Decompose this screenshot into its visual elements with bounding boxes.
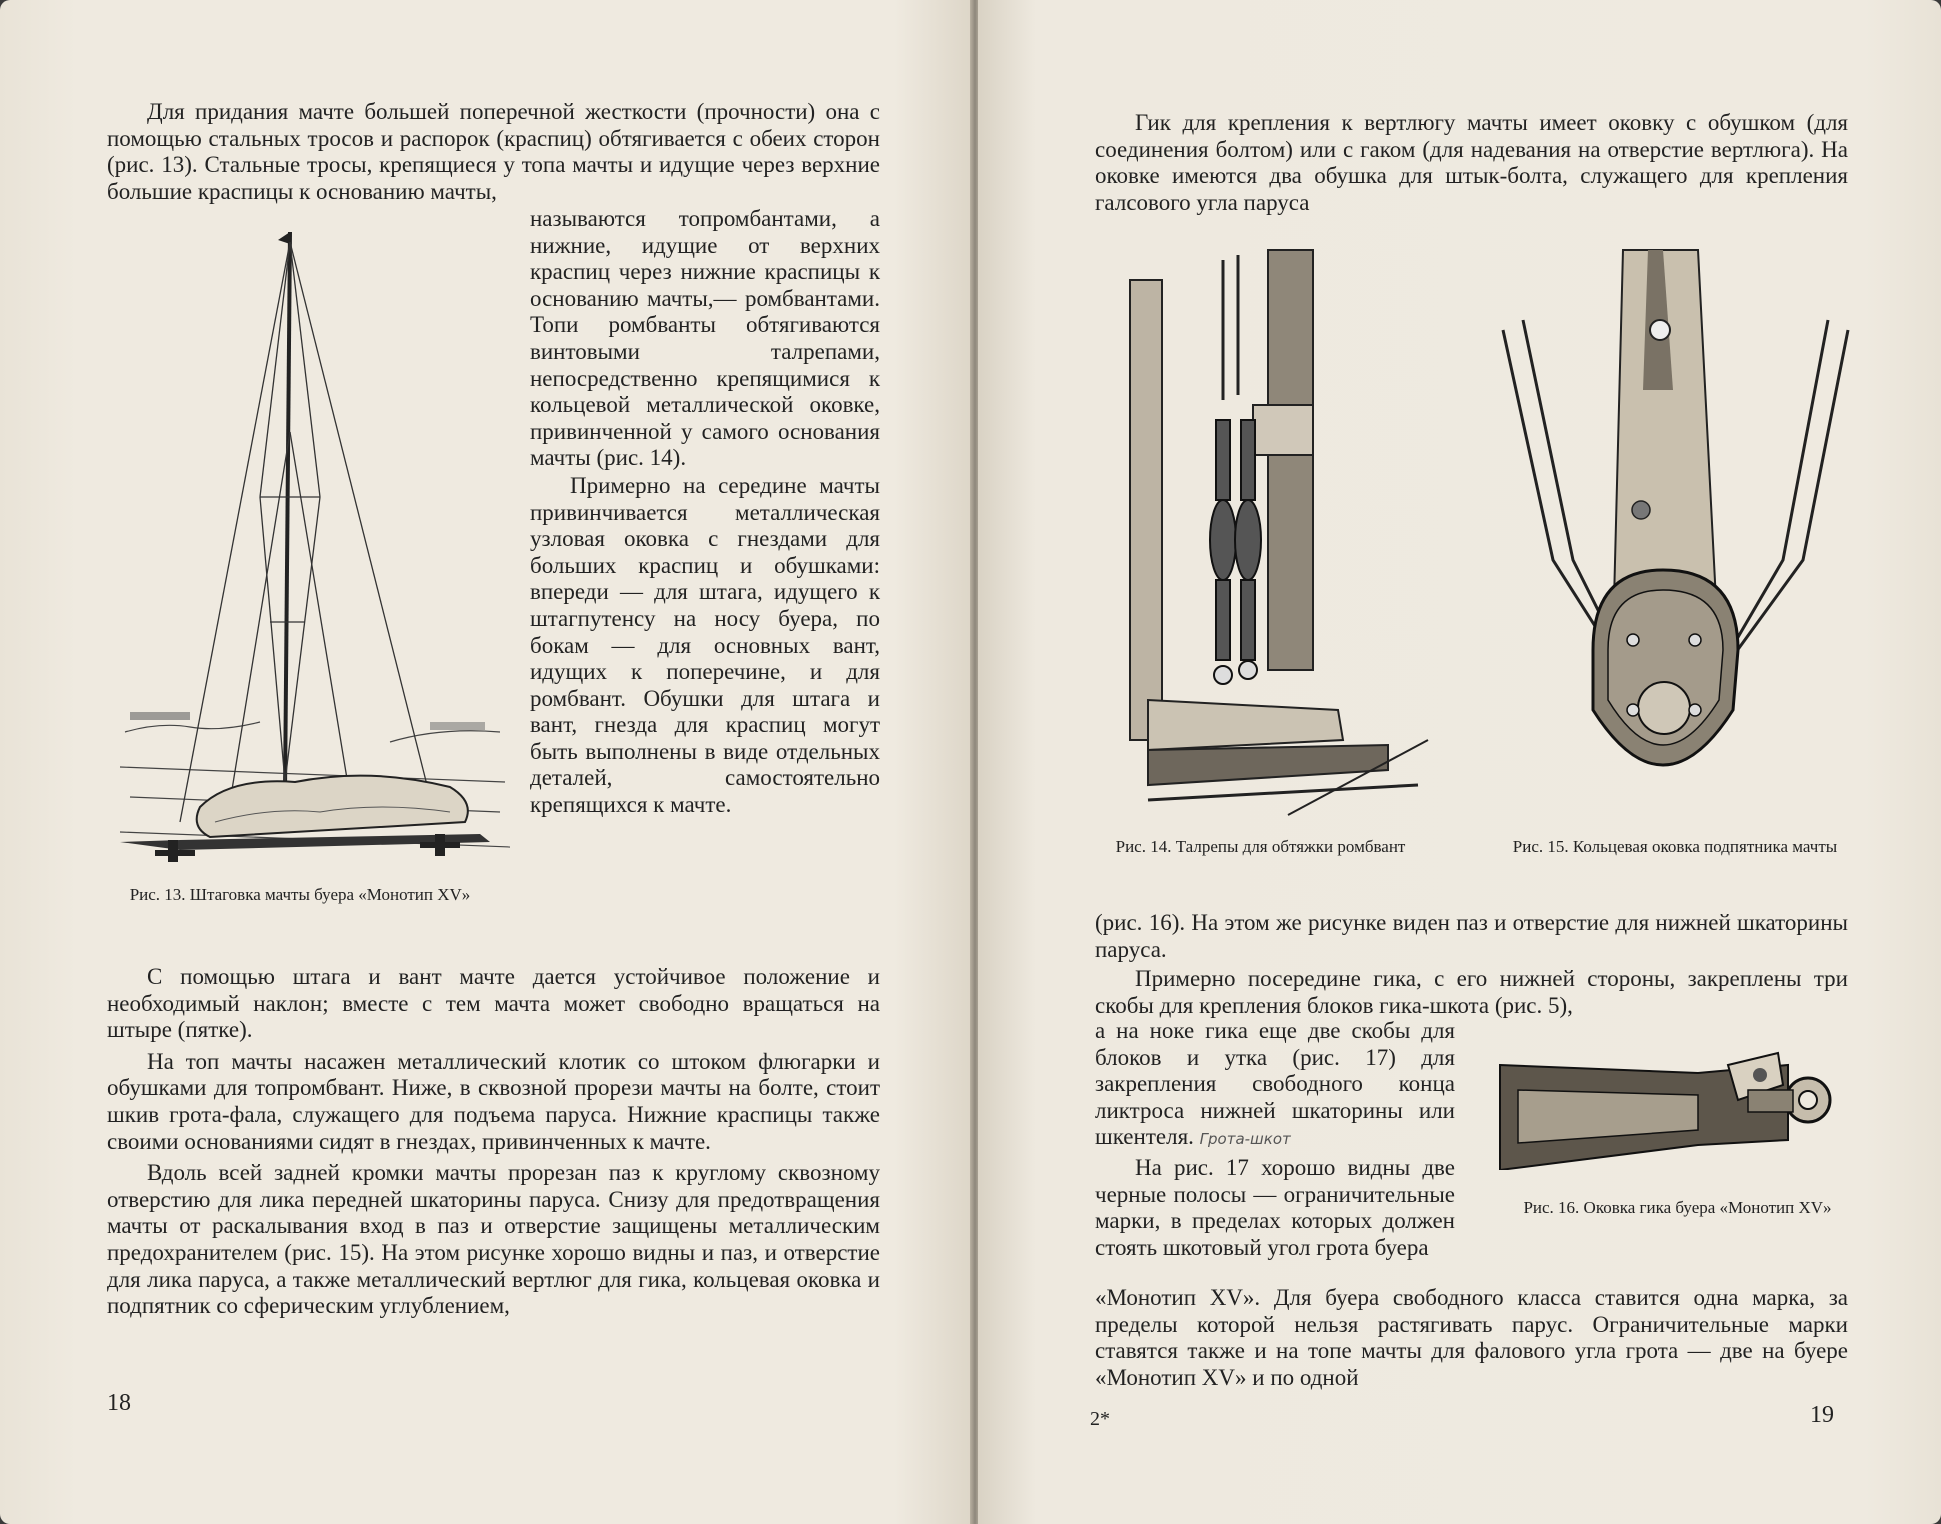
right-wrap-text — [1095, 1018, 1455, 1261]
right-para1-text: Гик для крепления к вертлюгу мачты имеет оковку с обушком (для соединения болтом) или с гаком (для надевания на отверстие вертлюга). На оковке имеются два обушка для штык-болта, служащего для крепления галсового угла паруса — [1095, 110, 1848, 215]
handwritten-note: Грота-шкот — [1199, 1130, 1291, 1149]
right-mid-text — [1095, 910, 1848, 1019]
fig13-ice-yacht-illustration — [120, 222, 510, 872]
signature-mark: 2* — [1090, 1408, 1110, 1430]
left-para2-text: Примерно на середине мачты привинчивается металлическая узловая оковка с гнездами для больших краспиц и обушками: впереди — для штага, идущего к штагпутенсу на носу буера, по бокам — для основных вант, идущих к поперечине, и для ромбвант. Обушки для штага и вант, гнезда для краспиц могут быть выполнены в виде отдельных деталей, самостоятельно крепящихся к мачте. — [530, 472, 880, 818]
left-para1-text: Для придания мачте большей поперечной жесткости (прочности) она с помощью стальных тросов и распорок (краспиц) обтягивается с обеих сторон (рис. 13). Стальные тросы, крепящиеся у топа мачты и идущие через верхние большие краспицы к основанию мачты, — [107, 99, 880, 204]
right-para4-full-text: «Монотип XV». Для буера свободного класса ставится одна марка, за пределы которой нельзя растягивать парус. Ограничительные марки ставятся также и на топе мачты для фалового угла грота — две на буере «Монотип XV» и по одной — [1095, 1285, 1848, 1390]
left-lower-text — [107, 964, 880, 1320]
fig13-caption — [100, 884, 500, 905]
fig13-caption-text: Рис. 13. Штаговка мачты буера «Монотип XV» — [129, 885, 471, 904]
fig15-caption-text: Рис. 15. Кольцевая оковка подпятника мачты — [1512, 837, 1838, 856]
fig16-boom-fitting-illustration — [1498, 1045, 1848, 1170]
right-para3-wrap-text — [1095, 1018, 1455, 1153]
left-page-number: 18 — [107, 1390, 131, 1416]
left-para3-text: С помощью штага и вант мачте дается устойчивое положение и необходимый наклон; вместе с тем мачта может свободно вращаться на штыре (пятке). — [107, 964, 880, 1043]
fig16-caption — [1500, 1197, 1855, 1218]
right-para3-wrap-span: а на ноке гика еще две скобы для блоков и утка (рис. 17) для закрепления свободного конца ликтроса нижней шкаторины или шкентеля. — [1095, 1018, 1455, 1150]
left-para4-text: На топ мачты насажен металлический клотик со штоком флюгарки и обушками для топромбвант. Ниже, в сквозной прорези мачты на болте, стоит шкив грота-фала, служащего для подъема паруса. Нижние краспицы также своими основаниями сидят в гнездах, привинченных к мачте. — [107, 1048, 880, 1154]
left-para1-wrap-text: называются топромбантами, а нижние, идущие от верхних краспиц через нижние краспицы к основанию мачты,— ромбвантами. Топи ромбванты обтягиваются винтовыми талрепами, непосредственно крепящимися к кольцевой металлической оковке, привинченной у самого основания мачты (рис. 14). — [530, 206, 880, 471]
fig14-caption-text: Рис. 14. Талрепы для обтяжки ромбвант — [1115, 837, 1406, 856]
fig15-caption — [1490, 836, 1860, 857]
right-para2-text: (рис. 16). На этом же рисунке виден паз и отверстие для нижней шкаторины паруса. — [1095, 910, 1848, 962]
fig14-caption — [1098, 836, 1423, 857]
left-para5-text: Вдоль всей задней кромки мачты прорезан паз к круглому сквозному отверстию для лика передней шкаторины паруса. Снизу для предотвращения мачты от раскалывания вход в паз и отверстие защищены металлическим предохранителем (рис. 15). На этом рисунке хорошо видны и паз, и отверстие для лика паруса, а также металлический вертлюг для гика, кольцевая оковка и подпятник со сферическим углублением, — [107, 1160, 880, 1319]
fig15-ring-fitting-illustration — [1483, 240, 1868, 820]
right-para3-full-text: Примерно посередине гика, с его нижней стороны, закреплены три скобы для крепления блоков гика-шкота (рис. 5), — [1095, 966, 1848, 1018]
fig14-turnbuckles-illustration — [1128, 240, 1448, 830]
right-page — [978, 0, 1941, 1524]
right-lower-text — [1095, 1285, 1848, 1391]
right-para1 — [1095, 110, 1848, 216]
right-para4-wrap-text: На рис. 17 хорошо видны две черные полосы — ограничительные марки, в пределах которых должен стоять шкотовый угол грота буера — [1095, 1154, 1455, 1260]
left-para1-full — [107, 99, 880, 205]
left-para-wrap — [530, 206, 880, 819]
fig16-caption-text: Рис. 16. Оковка гика буера «Монотип XV» — [1523, 1198, 1832, 1217]
right-page-number: 19 — [1810, 1402, 1834, 1428]
